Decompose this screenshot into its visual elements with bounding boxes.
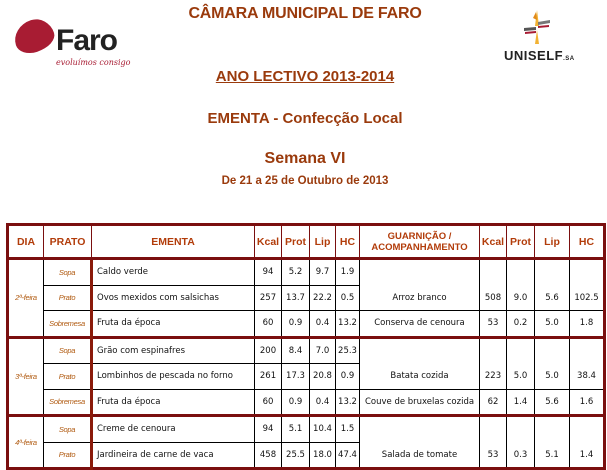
prot-cell: 0.9 [282,311,310,338]
lip-cell: 18.0 [310,442,336,469]
side-cell [360,337,480,364]
day-cell: 2ª-feira [8,259,44,338]
side-lip-cell: 5.0 [535,364,570,390]
header-kcal: Kcal [255,225,282,259]
side-kcal-cell: 62 [480,389,507,416]
hc-cell: 0.5 [336,285,360,311]
side-hc-cell [570,416,605,443]
dish-cell: Fruta da época [92,311,255,338]
course-cell: Sopa [44,337,92,364]
header-side-kcal: Kcal [480,225,507,259]
kcal-cell: 200 [255,337,282,364]
side-prot-cell: 1.4 [507,389,535,416]
side-lip-cell [535,337,570,364]
side-kcal-cell: 508 [480,285,507,311]
lip-cell: 9.7 [310,259,336,286]
table-row [8,442,605,469]
kcal-cell: 94 [255,259,282,286]
side-prot-cell [507,259,535,286]
header-side-prot: Prot [507,225,535,259]
header-side-hc: HC [570,225,605,259]
header-ementa: EMENTA [92,225,255,259]
side-hc-cell: 102.5 [570,285,605,311]
day-cell: 4ª-feira [8,416,44,469]
uniself-logo [500,8,580,68]
kcal-cell: 94 [255,416,282,443]
side-cell: Arroz branco [360,285,480,311]
side-prot-cell [507,416,535,443]
side-prot-cell: 5.0 [507,364,535,390]
course-cell: Prato [44,442,92,469]
side-kcal-cell: 223 [480,364,507,390]
school-year-title: ANO LECTIVO 2013-2014 [215,68,395,85]
dish-cell: Fruta da época [92,389,255,416]
table-row [8,389,605,416]
side-prot-cell [507,337,535,364]
lip-cell: 22.2 [310,285,336,311]
prot-cell: 8.4 [282,337,310,364]
table-row [8,259,605,286]
header-prato: PRATO [44,225,92,259]
course-cell: Prato [44,285,92,311]
dish-cell: Lombinhos de pescada no forno [92,364,255,390]
uniself-mark-icon [522,8,552,46]
side-kcal-cell [480,259,507,286]
side-cell: Batata cozida [360,364,480,390]
side-hc-cell: 1.4 [570,442,605,469]
hc-cell: 13.2 [336,389,360,416]
side-lip-cell: 5.6 [535,389,570,416]
side-kcal-cell [480,337,507,364]
hc-cell: 47.4 [336,442,360,469]
side-prot-cell: 0.3 [507,442,535,469]
dish-cell: Grão com espinafres [92,337,255,364]
side-cell: Salada de tomate [360,442,480,469]
faro-logo [12,18,132,68]
kcal-cell: 60 [255,389,282,416]
side-kcal-cell: 53 [480,442,507,469]
header-dia: DIA [8,225,44,259]
side-kcal-cell: 53 [480,311,507,338]
course-cell: Prato [44,364,92,390]
header-side-lip: Lip [535,225,570,259]
side-kcal-cell [480,416,507,443]
lip-cell: 7.0 [310,337,336,364]
side-hc-cell: 1.6 [570,389,605,416]
prot-cell: 5.1 [282,416,310,443]
hc-cell: 1.5 [336,416,360,443]
header-lip: Lip [310,225,336,259]
hc-cell: 25.3 [336,337,360,364]
header-hc: HC [336,225,360,259]
faro-heart-icon [10,15,58,58]
side-hc-cell [570,259,605,286]
side-hc-cell: 1.8 [570,311,605,338]
course-cell: Sobremesa [44,389,92,416]
table-row [8,416,605,443]
header-guarnicao: GUARNIÇÃO / ACOMPANHAMENTO [360,225,480,259]
table-row [8,364,605,390]
uniself-logo-text: UNISELF.SA [504,48,575,63]
week-title: Semana VI [264,150,346,167]
side-cell [360,416,480,443]
kcal-cell: 458 [255,442,282,469]
prot-cell: 5.2 [282,259,310,286]
prot-cell: 17.3 [282,364,310,390]
table-row [8,311,605,338]
faro-slogan: evoluímos consigo [56,58,131,67]
kcal-cell: 257 [255,285,282,311]
side-lip-cell [535,416,570,443]
lip-cell: 10.4 [310,416,336,443]
hc-cell: 0.9 [336,364,360,390]
organization-title: CÂMARA MUNICIPAL DE FARO [188,5,422,22]
hc-cell: 1.9 [336,259,360,286]
prot-cell: 13.7 [282,285,310,311]
hc-cell: 13.2 [336,311,360,338]
side-prot-cell: 9.0 [507,285,535,311]
course-cell: Sopa [44,259,92,286]
table-row [8,285,605,311]
dish-cell: Jardineira de carne de vaca [92,442,255,469]
side-lip-cell [535,259,570,286]
side-hc-cell: 38.4 [570,364,605,390]
date-range: De 21 a 25 de Outubro de 2013 [221,175,389,187]
prot-cell: 25.5 [282,442,310,469]
dish-cell: Caldo verde [92,259,255,286]
day-cell: 3ª-feira [8,337,44,416]
menu-table [6,223,606,470]
side-lip-cell: 5.0 [535,311,570,338]
course-cell: Sobremesa [44,311,92,338]
side-hc-cell [570,337,605,364]
prot-cell: 0.9 [282,389,310,416]
kcal-cell: 261 [255,364,282,390]
side-lip-cell: 5.6 [535,285,570,311]
side-prot-cell: 0.2 [507,311,535,338]
table-row [8,337,605,364]
lip-cell: 20.8 [310,364,336,390]
side-cell [360,259,480,286]
lip-cell: 0.4 [310,389,336,416]
side-cell: Conserva de cenoura [360,311,480,338]
kcal-cell: 60 [255,311,282,338]
dish-cell: Ovos mexidos com salsichas [92,285,255,311]
side-lip-cell: 5.1 [535,442,570,469]
course-cell: Sopa [44,416,92,443]
lip-cell: 0.4 [310,311,336,338]
menu-title: EMENTA - Confecção Local [207,110,403,127]
dish-cell: Creme de cenoura [92,416,255,443]
table-header-row [8,225,605,259]
side-cell: Couve de bruxelas cozida [360,389,480,416]
header-prot: Prot [282,225,310,259]
faro-logo-text: Faro [56,24,118,57]
